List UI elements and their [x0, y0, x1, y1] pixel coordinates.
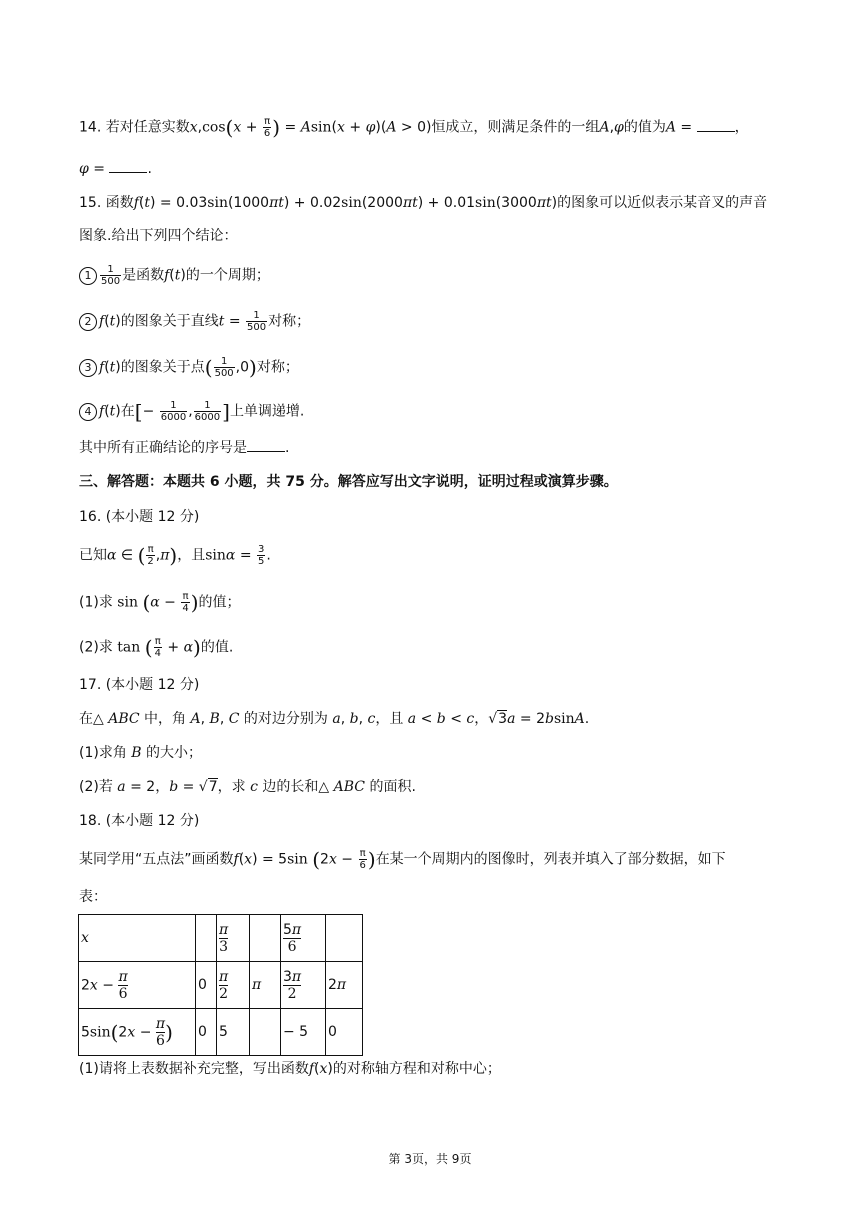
table-row: x $\frac{\pi}{3}$ $\frac{5\pi}{6}$: [79, 915, 363, 962]
table-row: 2x − $\frac{\pi}{6}$ 0 $\frac{\pi}{2}$ π $\frac{3\pi}{2}$ 2π: [79, 962, 363, 1009]
q15-conclusion-3: 3 f(t)的图象关于点( $\frac{1}{500}$ ,0)对称；: [79, 356, 790, 379]
q18-part1: (1)请将上表数据补充完整，写出函数f(x)的对称轴方程和对称中心；: [79, 1061, 501, 1077]
q15-line2: 图象.给出下列四个结论：: [79, 228, 238, 244]
q16-header: 16. (本小题 12 分): [79, 509, 200, 525]
q15-conclusion-1: 1 $\frac{1}{500}$ 是函数f(t)的一个周期；: [79, 264, 790, 287]
q15-line1: 15. 函数f(t) = 0.03sin(1000πt) + 0.02sin(2000πt) + 0.01sin(3000πt)的图象可以近似表示某音叉的声音: [79, 195, 768, 211]
q15-conclusion-2: 2 f(t)的图象关于直线t = $\frac{1}{500}$ 对称；: [79, 310, 790, 333]
answer-blank[interactable]: [109, 158, 147, 173]
q18-text: 某同学用“五点法”画函数f(x) = 5sin (2x − $\frac{\pi}{6}$ )在某一个周期内的图像时，列表并填入了部分数据，如下: [79, 847, 726, 872]
q14-line2: φ = .: [79, 158, 790, 180]
q16-part2: (2)求 tan ( $\frac{\pi}{4}$ + α)的值.: [79, 635, 234, 660]
q14-line1: 14. 若对任意实数x,cos(x + $\frac{\pi}{6}$ ) = Asin(x + φ)(A > 0)恒成立，则满足条件的一组A,φ的值为A = ，: [79, 115, 749, 140]
five-point-table: [78, 914, 363, 1056]
q17-given: 在△ ABC 中，角 A, B, C 的对边分别为 a, b, c，且 a < b < c，√3a = 2bsinA.: [79, 711, 590, 727]
q17-part1: (1)求角 B 的大小；: [79, 745, 203, 761]
answer-blank[interactable]: [697, 117, 735, 132]
q16-given: 已知α ∈ ( $\frac{\pi}{2}$ ,π)，且sinα = $\frac{3}{5}$ .: [79, 543, 271, 568]
page-footer: 第 3页，共 9页: [388, 1152, 472, 1166]
table-row: 5sin(2x − $\frac{\pi}{6}$ ) 0 5 − 5 0: [79, 1009, 363, 1056]
q17-part2: (2)若 a = 2，b = √7，求 c 边的长和△ ABC 的面积.: [79, 779, 416, 795]
q18-header: 18. (本小题 12 分): [79, 813, 200, 829]
q15-conclusion-4: 4 f(t)在[− $\frac{1}{6000}$ , $\frac{1}{6000}$ ]上单调递增.: [79, 400, 790, 423]
section-heading: 三、解答题：本题共 6 小题，共 75 分。解答应写出文字说明，证明过程或演算步骤。: [79, 474, 618, 490]
q18-text-2: 表：: [79, 889, 107, 905]
q16-part1: (1)求 sin (α − $\frac{\pi}{4}$ )的值；: [79, 590, 241, 615]
q15-ask: 其中所有正确结论的序号是 .: [79, 437, 790, 459]
q17-header: 17. (本小题 12 分): [79, 677, 200, 693]
answer-blank[interactable]: [247, 437, 285, 452]
